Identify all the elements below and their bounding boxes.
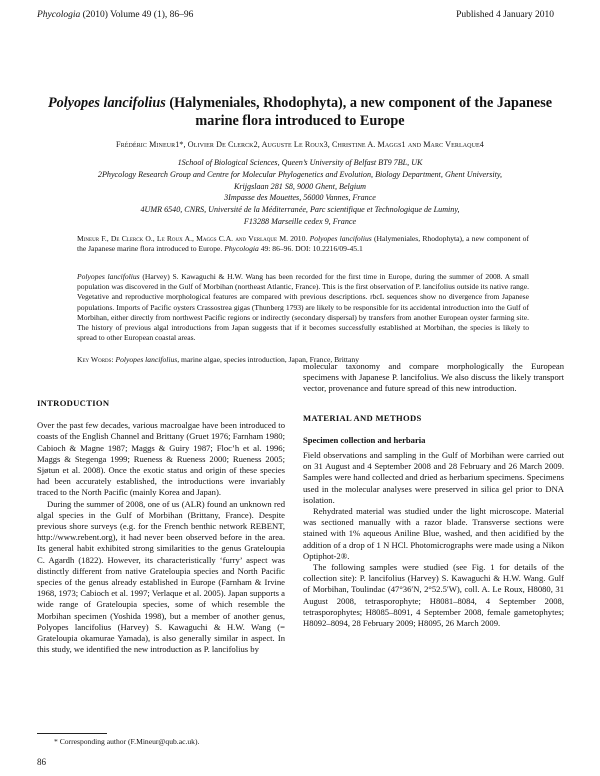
abstract — [77, 272, 529, 343]
keywords-text: , marine algae, species introduction, Japan, France, Brittany — [177, 355, 360, 364]
abstract-species: Polyopes lancifolius — [77, 272, 140, 281]
corresponding-author-footnote: * Corresponding author (F.Mineur@qub.ac.uk). — [54, 737, 200, 746]
volume-info: (2010) Volume 49 (1), 86–96 — [80, 10, 194, 20]
affiliation-line: 3Impasse des Mouettes, 56000 Vannes, France — [224, 193, 376, 203]
section-heading-methods: MATERIAL AND METHODS — [303, 412, 422, 423]
citation-title: (Halymeniales, Rhodophyta), a new component of the Japanese marine flora introduced to Europe. — [77, 234, 530, 254]
title-species: Polyopes lancifolius — [47, 95, 166, 111]
citation-species: Polyopes lancifolius — [309, 234, 372, 243]
author-list: Frédéric Mineur1*, Olivier De Clerck2, Auguste Le Roux3, Christine A. Maggs1 and Marc Verlaque4 — [116, 140, 484, 149]
abstract-text: (Harvey) S. Kawaguchi & H.W. Wang has been recorded for the first time in Europe, during the summer of 2008. A small population was discovered in the Gulf of Morbihan (northeast Atlantic, France). This is the first observation of P. lancifolius outside its native range. Vegetative and reproductive morphological features are compared with previous descriptions. rbcL sequences show no divergence from Japanese populations. Imports of Pacific oysters Crassostrea gigas (Thunberg 1793) are likely to be responsible for its accidental introduction into the Gulf of Morbihan, either directly from northwest Pacific regions or indirectly (secondary dispersal) by transfers from another European oyster farming site. The history of previous algal introductions from Japan suggests that if it becomes successfully established at Morbihan, the species is likely to spread to other European coastal areas. — [77, 272, 529, 343]
keywords-species: Polyopes lancifolius — [115, 355, 178, 364]
affiliation-line: F13288 Marseille cedex 9, France — [243, 216, 357, 226]
intro-paragraph-2: During the summer of 2008, one of us (ALR) found an unknown red algal species in the Gulf of Morbihan (Brittany, France). Despite previous shore surveys (e.g. for the French benthic network REBENT, http://www.rebent.org), it had never been observed before in the area. Its general habit exhibited strong similarities to the genus Grateloupia C. Agardh (1822). However, its characteristically ‘furry’ aspect was distinctly different from native Grateloupia species and North Pacific species of the genus already established in Europe (Farnham & Irvine 1968, 1973; Cabioch et al. 1997; Verlaque et al. 2005). Japan supports a wide range of Grateloupia species, some of which resemble the Morbihan specimen (Yoshida 1998), but a member of another genus, Polyopes lancifolius (Harvey) S. Kawaguchi & H.W. Wang (= Grateloupia okamurae Yamada), is also generally similar in aspect. In this study, we identified the new introduction as P. lancifolius by — [37, 498, 285, 655]
title-rest: (Halymeniales, Rhodophyta), a new component of the Japanese marine flora introduced to Europe — [165, 95, 553, 129]
citation-authors: Mineur F., De Clerck O., Le Roux A., Maggs C.A. and Verlaque M. 2010. — [77, 234, 308, 243]
methods-paragraph-2: Rehydrated material was studied under the light microscope. Material was sectioned manually with a razor blade. Transverse sections were stained with 1% aqueous Aniline Blue, washed, and then acidified by the addition of a drop of 1 N HCl. Photomicrographs were made using a Nikon Optiphot-2®. — [303, 506, 564, 561]
citation-doi: 49: 86–96. DOI: 10.2216/09-45.1 — [260, 244, 363, 254]
intro-paragraph-3: molecular taxonomy and compare morphologically the European specimens with Japanese P. lancifolius. We also discuss the likely transport vector, provenance and future spread of this new introduction. — [303, 361, 564, 394]
affiliation-line: Krijgslaan 281 S8, 9000 Ghent, Belgium — [234, 181, 366, 191]
right-column — [303, 361, 564, 629]
running-header-journal — [37, 10, 193, 20]
affiliation-line: 4UMR 6540, CNRS, Université de la Méditerranée, Parc scientifique et Technologique de Luminy, — [140, 205, 460, 215]
affiliation-line: 1School of Biological Sciences, Queen’s University of Belfast BT9 7BL, UK — [177, 158, 423, 167]
footnote-rule — [37, 733, 107, 734]
methods-paragraph-1: Field observations and sampling in the Gulf of Morbihan were carried out on 31 August and 4 September 2008 and 28 February and 26 March 2009. Samples were hand collected and dried as herbarium specimens. Specimens used in the molecular analyses were preserved in silica gel prior to DNA isolation. — [303, 450, 564, 505]
page-number: 86 — [37, 757, 46, 767]
citation-journal: Phycologia — [224, 244, 259, 254]
running-header-published: Published 4 January 2010 — [456, 10, 554, 20]
journal-name: Phycologia — [37, 10, 81, 20]
subsection-heading-specimens: Specimen collection and herbaria — [303, 434, 426, 445]
intro-paragraph-1: Over the past few decades, various macroalgae have been introduced to coasts of the English Channel and Brittany (Gruet 1976; Farnham 1980; Cabioch & Magne 1987; Maggs & Guiry 1987; Floc’h et al. 1996; Maggs & Stegenga 1999; Rueness & Rueness 2000; Rueness 2005; Sjøtun et al. 2008). Once the exotic status and origin of these species had been accurately established, the introductions were invariably traced to the North Pacific (mainly Korea and Japan). — [37, 420, 285, 498]
affiliation-line: 2Phycology Research Group and Centre for Molecular Phylogenetics and Evolution, Biology Department, Ghent University, — [97, 169, 503, 179]
methods-paragraph-3: The following samples were studied (see Fig. 1 for details of the collection site): P. lancifolius (Harvey) S. Kawaguchi & H.W. Wang. Gulf of Morbihan, Toulindac (47°36′N, 2°52.5′W), coll. A. Le Roux, H8080, 31 August 2008, tetrasporophyte; H8081–8084, 4 September 2008, tetrasporophytes; H8085–8091, 4 September 2008, female gametophytes; H8092–8094, 28 February 2009; H8095, 26 March 2009. — [303, 562, 564, 629]
keywords-label: Key Words: — [77, 355, 114, 364]
left-column — [37, 398, 285, 655]
section-heading-introduction: INTRODUCTION — [37, 398, 110, 408]
affiliations — [30, 157, 570, 228]
article-title — [40, 94, 560, 130]
citation-block — [77, 234, 529, 254]
